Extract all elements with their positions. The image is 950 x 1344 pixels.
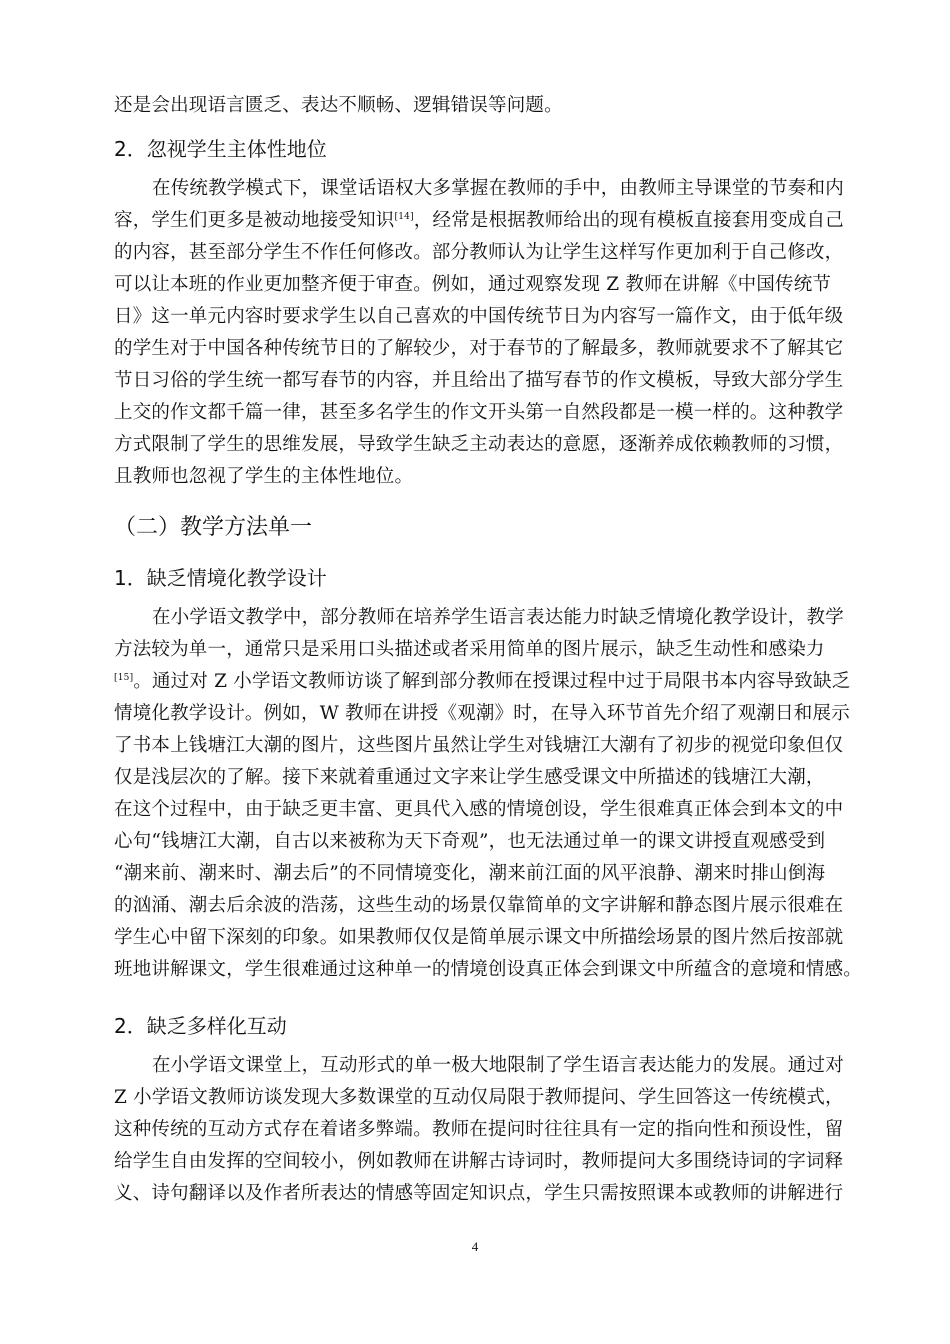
- paragraph-line: 仅是浅层次的了解。接下来就着重通过文字来让学生感受课文中所描述的钱塘江大潮，: [114, 767, 825, 788]
- paragraph-line: 方式限制了学生的思维发展，导致学生缺乏主动表达的意愿，逐渐养成依赖教师的习惯，: [114, 434, 844, 455]
- subsection-heading: 2．忽视学生主体性地位: [114, 137, 327, 161]
- citation-marker: [14]: [394, 211, 414, 222]
- paragraph-line: 心句“钱塘江大潮，自古以来被称为天下奇观”，也无法通过单一的课文讲授直观感受到: [114, 831, 826, 852]
- citation-marker: [15]: [114, 672, 134, 683]
- paragraph-line: 方法较为单一，通常只是采用口头描述或者采用简单的图片展示，缺乏生动性和感染力: [114, 639, 825, 660]
- paragraph-line: 给学生自由发挥的空间较小，例如教师在讲解古诗词时，教师提问大多围绕诗词的字词释: [114, 1151, 844, 1172]
- paragraph-line: [114, 667, 874, 697]
- paragraph-line: Z 小学语文教师访谈发现大多数课堂的互动仅局限于教师提问、学生回答这一传统模式，: [114, 1087, 844, 1108]
- paragraph-line: 日》这一单元内容时要求学生以自己喜欢的中国传统节日为内容写一篇作文，由于低年级: [114, 306, 844, 327]
- paragraph-line: 了书本上钱塘江大潮的图片，这些图片虽然让学生对钱塘江大潮有了初步的视觉印象但仅: [114, 735, 844, 756]
- text-run: 容，学生们更多是被动地接受知识: [114, 210, 395, 231]
- paragraph-line: 班地讲解课文，学生很难通过这种单一的情境创设真正体会到课文中所蕴含的意境和情感。: [114, 959, 863, 980]
- paragraph-line: 节日习俗的学生统一都写春节的内容，并且给出了描写春节的作文模板，导致大部分学生: [114, 370, 844, 391]
- paragraph-line: 在传统教学模式下，课堂话语权大多掌握在教师的手中，由教师主导课堂的节奏和内: [152, 178, 844, 199]
- paragraph-line: 在小学语文教学中，部分教师在培养学生语言表达能力时缺乏情境化教学设计，教学: [152, 607, 844, 628]
- paragraph-line: 还是会出现语言匮乏、表达不顺畅、逻辑错误等问题。: [114, 95, 563, 116]
- subsection-heading: 1．缺乏情境化教学设计: [114, 566, 327, 590]
- paragraph-line: 在这个过程中，由于缺乏更丰富、更具代入感的情境创设，学生很难真正体会到本文的中: [114, 799, 844, 820]
- paragraph-line: [114, 206, 874, 236]
- paragraph-line: “潮来前、潮来时、潮去后”的不同情境变化，潮来前江面的风平浪静、潮来时排山倒海: [114, 863, 826, 884]
- paragraph-line: 上交的作文都千篇一律，甚至多名学生的作文开头第一自然段都是一模一样的。这种教学: [114, 402, 844, 423]
- paragraph-line: 在小学语文课堂上，互动形式的单一极大地限制了学生语言表达能力的发展。通过对: [152, 1055, 844, 1076]
- paragraph-line: 这种传统的互动方式存在着诸多弊端。教师在提问时往往具有一定的指向性和预设性，留: [114, 1119, 844, 1140]
- text-run: 。通过对 Z 小学语文教师访谈了解到部分教师在授课过程中过于局限书本内容导致缺乏: [133, 671, 851, 692]
- paragraph-line: 学生心中留下深刻的印象。如果教师仅仅是简单展示课文中所描绘场景的图片然后按部就: [114, 927, 844, 948]
- page-number: 4: [471, 1239, 479, 1254]
- paragraph-line: 义、诗句翻译以及作者所表达的情感等固定知识点，学生只需按照课本或教师的讲解进行: [114, 1183, 844, 1204]
- paragraph-line: 的汹涌、潮去后余波的浩荡，这些生动的场景仅靠简单的文字讲解和静态图片展示很难在: [114, 895, 844, 916]
- paragraph-line: 情境化教学设计。例如，W 教师在讲授《观潮》时，在导入环节首先介绍了观潮日和展示: [114, 703, 850, 724]
- paragraph-line: 且教师也忽视了学生的主体性地位。: [114, 466, 414, 487]
- section-heading: （二）教学方法单一: [114, 515, 313, 540]
- paragraph-line: 的内容，甚至部分学生不作任何修改。部分教师认为让学生这样写作更加利于自己修改，: [114, 242, 844, 263]
- paragraph-line: 的学生对于中国各种传统节日的了解较少，对于春节的了解最多，教师就要求不了解其它: [114, 338, 844, 359]
- subsection-heading: 2．缺乏多样化互动: [114, 1014, 287, 1038]
- text-run: ，经常是根据教师给出的现有模板直接套用变成自己: [413, 210, 844, 231]
- paragraph-line: 可以让本班的作业更加整齐便于审查。例如，通过观察发现 Z 教师在讲解《中国传统节: [114, 274, 832, 295]
